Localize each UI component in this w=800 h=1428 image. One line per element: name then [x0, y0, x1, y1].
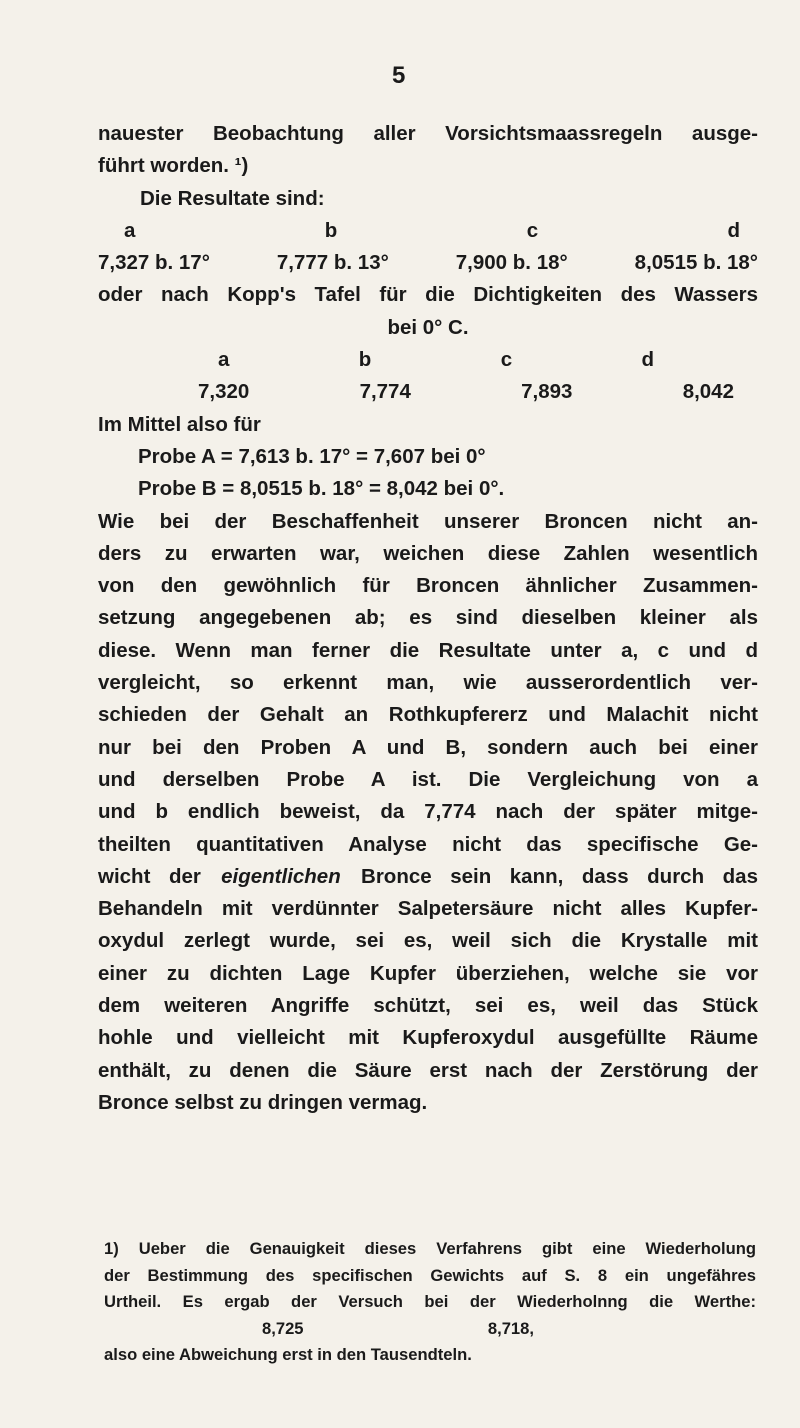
body-line: Wie bei der Beschaffenheit unserer Broncen nicht an- — [98, 509, 758, 533]
italic-line-after: Bronce sein kann, dass durch das — [342, 864, 758, 888]
probe-a-line: Probe A = 7,613 b. 17° = 7,607 bei 0° — [138, 444, 486, 468]
results-table-values — [98, 247, 758, 279]
value-c: 7,900 b. 18° — [455, 251, 568, 275]
intro-line-2: führt worden. ¹) — [98, 154, 249, 178]
body-line: Behandeln mit verdünnter Salpetersäure nicht alles Kupfer- — [98, 897, 758, 921]
header-c: c — [526, 218, 539, 242]
kopp-value-b: 7,774 — [359, 380, 411, 404]
footnote-line: der Bestimmung des specifischen Gewichts auf S. 8 ein ungefähres — [104, 1265, 756, 1285]
body-line: hohle und vielleicht mit Kupferoxydul ausgefüllte Räume — [98, 1026, 758, 1050]
header-d: d — [727, 218, 740, 242]
body-line: setzung angegebenen ab; es sind dieselben kleiner als — [98, 606, 758, 630]
body-line: enthält, zu denen die Säure erst nach der Zerstörung der — [98, 1058, 758, 1082]
kopp-value-c: 7,893 — [521, 380, 573, 404]
kopp-table-values — [98, 376, 758, 408]
footnote-value-2: 8,718, — [487, 1318, 534, 1338]
kopp-header-c: c — [500, 348, 513, 372]
footnote-line: Urtheil. Es ergab der Versuch bei der Wiederholnng die Werthe: — [104, 1292, 756, 1312]
results-heading: Die Resultate sind: — [140, 186, 325, 210]
kopp-line-1: oder nach Kopp's Tafel für die Dichtigkeiten des Wassers — [98, 283, 758, 307]
body-line: und derselben Probe A ist. Die Vergleichung von a — [98, 767, 758, 791]
italic-line-before: wicht der — [98, 864, 220, 888]
value-a: 7,327 b. 17° — [98, 251, 210, 275]
body-line: oxydul zerlegt wurde, sei es, weil sich die Krystalle mit — [98, 929, 758, 953]
body-line-italic — [98, 861, 758, 893]
footnote — [104, 1236, 756, 1369]
kopp-value-a: 7,320 — [198, 380, 250, 404]
kopp-header-b: b — [358, 348, 372, 372]
value-d: 8,0515 b. 18° — [634, 251, 758, 275]
header-a: a — [124, 218, 136, 242]
footnote-value-1: 8,725 — [262, 1318, 304, 1338]
body-line: ders zu erwarten war, weichen diese Zahlen wesentlich — [98, 541, 758, 565]
italic-emphasis: eigentlichen — [221, 864, 341, 888]
footnote-values — [104, 1316, 756, 1343]
results-table-header — [98, 215, 758, 247]
body-line: einer zu dichten Lage Kupfer überziehen, welche sie vor — [98, 961, 758, 985]
mittel-heading: Im Mittel also für — [98, 412, 261, 436]
body-line: nur bei den Proben A und B, sondern auch bei einer — [98, 735, 758, 759]
body-line: und b endlich beweist, da 7,774 nach der später mitge- — [98, 800, 758, 824]
page-number: 5 — [392, 62, 406, 89]
intro-line-1: nauester Beobachtung aller Vorsichtsmaassregeln ausge- — [98, 122, 758, 145]
header-b: b — [324, 218, 338, 242]
body-paragraph — [98, 506, 758, 1120]
body-line: diese. Wenn man ferner die Resultate unter a, c und d — [98, 638, 758, 662]
kopp-value-d: 8,042 — [682, 380, 734, 404]
kopp-header-d: d — [641, 348, 654, 372]
body-line-last: Bronce selbst zu dringen vermag. — [98, 1090, 428, 1114]
main-text — [98, 118, 758, 1119]
kopp-header-a: a — [218, 348, 230, 372]
body-line: vergleicht, so erkennt man, wie ausserordentlich ver- — [98, 671, 758, 695]
kopp-table-header — [98, 344, 758, 376]
kopp-line-2: bei 0° C. — [387, 315, 469, 339]
body-line: dem weiteren Angriffe schützt, sei es, weil das Stück — [98, 994, 758, 1018]
footnote-line: 1) Ueber die Genauigkeit dieses Verfahrens gibt eine Wiederholung — [104, 1239, 756, 1258]
body-line: schieden der Gehalt an Rothkupfererz und Malachit nicht — [98, 703, 758, 727]
body-line: von den gewöhnlich für Broncen ähnlicher Zusammen- — [98, 574, 758, 598]
body-line: theilten quantitativen Analyse nicht das specifische Ge- — [98, 832, 758, 856]
footnote-last-line: also eine Abweichung erst in den Tausendteln. — [104, 1345, 472, 1365]
value-b: 7,777 b. 13° — [276, 251, 389, 275]
probe-b-line: Probe B = 8,0515 b. 18° = 8,042 bei 0°. — [138, 477, 505, 501]
